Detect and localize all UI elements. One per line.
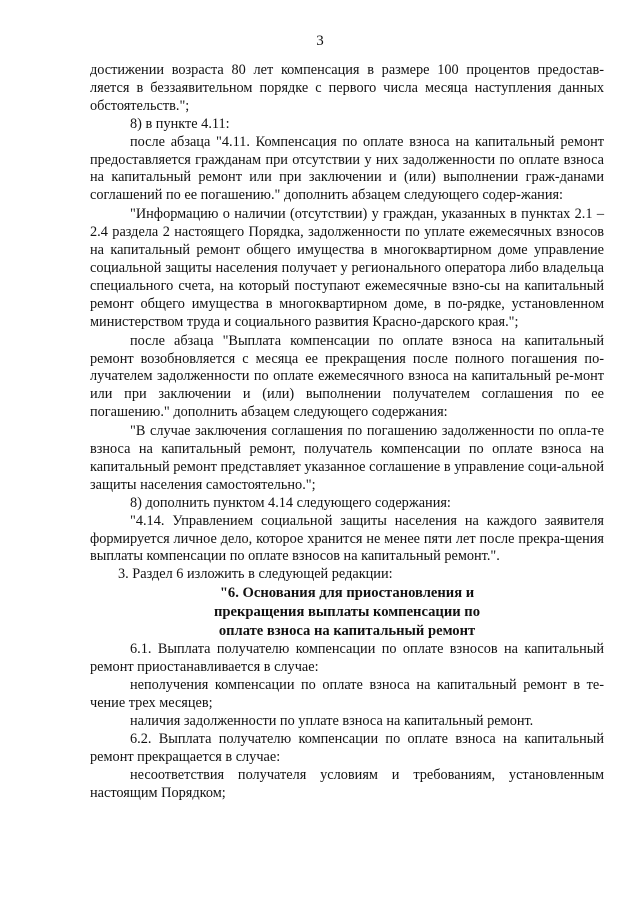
paragraph: "Информацию о наличии (отсутствии) у граждан, указанных в пунктах 2.1 – 2.4 раздела 2 настоящего Порядка, задолженности по уплате ежемесячных взносов на капитальный ремонт общего имущества в многоквартирном доме управление социальной защиты населения получает у регионального оператора либо владельца специального счета, на который поступают ежемесячные взно-сы на капитальный ремонт общего имущества в многоквартирном доме, в по-рядке, установленном министерством труда и социального развития Красно-дарского края."; bbox=[90, 206, 604, 330]
paragraph: несоответствия получателя условиям и требованиям, установленным настоящим Порядком; bbox=[90, 766, 604, 801]
page-number: 3 bbox=[316, 33, 324, 49]
section-heading bbox=[90, 584, 604, 641]
paragraph: достижении возраста 80 лет компенсация в размере 100 процентов предостав-ляется в беззаявительном порядке с первого числа месяца наступления данных обстоятельств."; bbox=[90, 62, 604, 114]
paragraph: после абзаца "Выплата компенсации по оплате взноса на капитальный ремонт возобновляется с месяца ее прекращения после полного погашения по-лучателем задолженности по оплате ежемесячного взноса на капитальный ре-монт или при заключении и (или) выполнении получателем соглашения по ее погашению." дополнить абзацем следующего содержания: bbox=[90, 332, 604, 421]
section-heading-line: прекращения выплаты компенсации по bbox=[214, 604, 480, 621]
paragraph: после абзаца "4.11. Компенсация по оплате взноса на капитальный ремонт предоставляется гражданам при отсутствии у них задолженности по оплате взноса на капитальный ремонт или при заключении и (или) выполнении граж-данами соглашений по ее погашению." дополнить абзацем следующего содер-жания: bbox=[90, 133, 604, 204]
paragraph: "4.14. Управлением социальной защиты населения на каждого заявителя формируется личное дело, которое хранится не менее пяти лет после прекра-щения выплаты компенсации по оплате взносов на капитальный ремонт.". bbox=[90, 512, 604, 565]
paragraph: 6.1. Выплата получателю компенсации по оплате взносов на капитальный ремонт приостанавливается в случае: bbox=[90, 641, 604, 676]
paragraph: неполучения компенсации по оплате взноса на капитальный ремонт в те-чение трех месяцев; bbox=[90, 677, 604, 711]
paragraph: "В случае заключения соглашения по погашению задолженности по опла-те взноса на капитальный ремонт, получатель компенсации по оплате взноса на капитальный ремонт представляет указанное соглашение в управление соци-альной защиты населения самостоятельно."; bbox=[90, 423, 604, 493]
paragraph: 8) в пункте 4.11: bbox=[130, 115, 230, 132]
paragraph: 8) дополнить пунктом 4.14 следующего содержания: bbox=[130, 494, 451, 511]
paragraph: 3. Раздел 6 изложить в следующей редакции: bbox=[118, 566, 393, 583]
document-body bbox=[90, 62, 604, 802]
section-heading-line: "6. Основания для приостановления и bbox=[219, 585, 475, 602]
section-heading-line: оплате взноса на капитальный ремонт bbox=[218, 623, 476, 640]
paragraph: 6.2. Выплата получателю компенсации по оплате взноса на капитальный ремонт прекращается в случае: bbox=[90, 730, 604, 765]
paragraph: наличия задолженности по уплате взноса на капитальный ремонт. bbox=[130, 712, 534, 729]
